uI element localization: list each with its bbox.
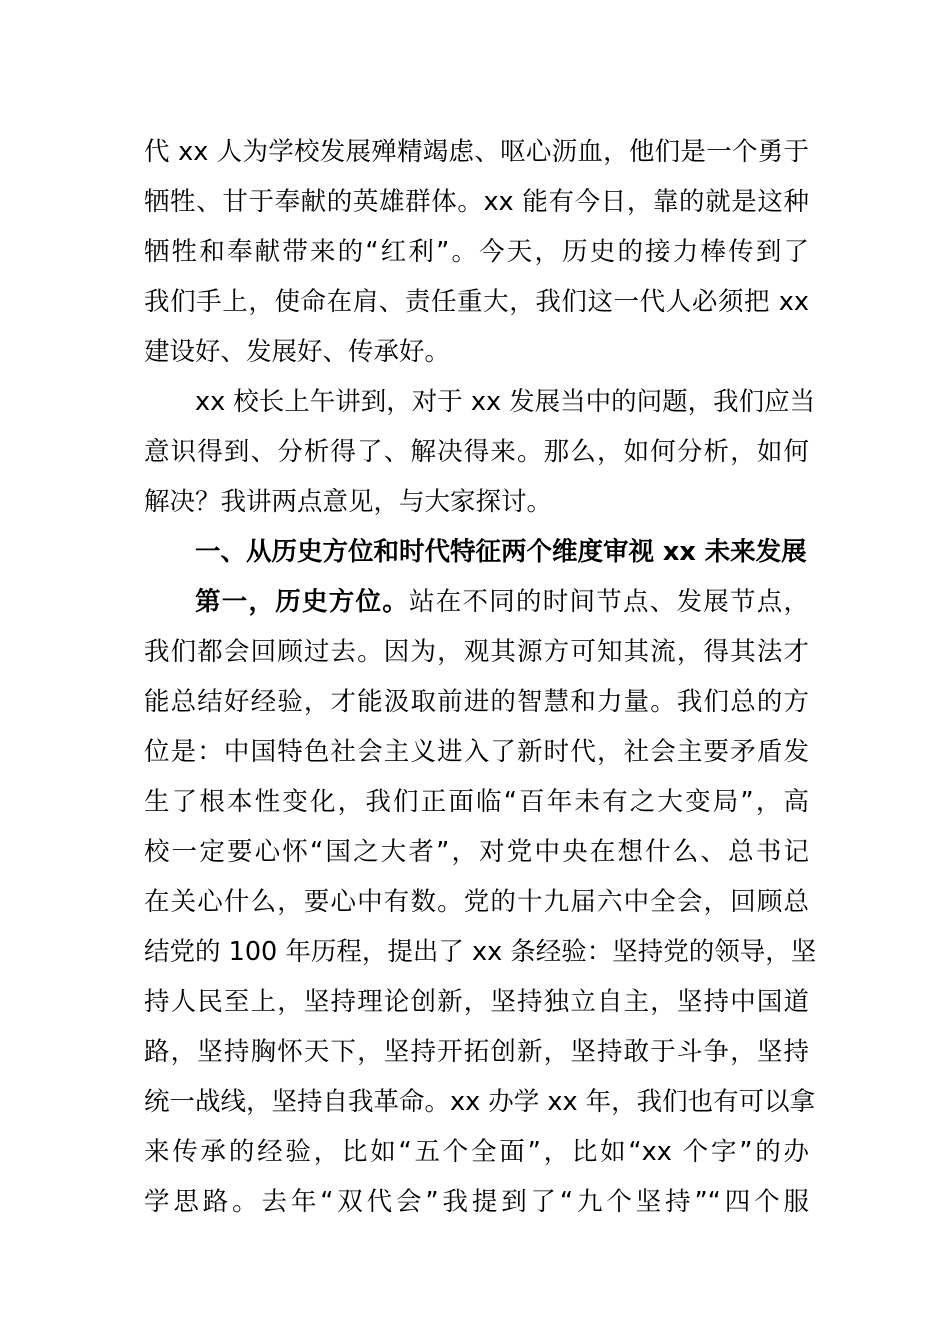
text-line: 持人民至上，坚持理论创新，坚持独立自主，坚持中国道 [144,987,809,1017]
text-line: 结党的 100 年历程，提出了 xx 条经验：坚持党的领导，坚 [144,937,817,967]
text-line: 代 xx 人为学校发展殚精竭虑、呕心沥血，他们是一个勇于 [144,137,809,167]
paragraph-2 [144,377,816,527]
text-line: 位是：中国特色社会主义进入了新时代，社会主要矛盾发 [144,737,809,767]
text-line: 能总结好经验，才能汲取前进的智慧和力量。我们总的方 [144,687,809,717]
text-line: 牺牲、甘于奉献的英雄群体。xx 能有今日，靠的就是这种 [144,187,809,217]
text-line: 解决？我讲两点意见，与大家探讨。 [144,487,553,517]
text-line: 生了根本性变化，我们正面临“百年未有之大变局”，高 [144,787,809,817]
text-line: 在关心什么，要心中有数。党的十九届六中全会，回顾总 [144,887,809,917]
text-line: 意识得到、分析得了、解决得来。那么，如何分析，如何 [144,437,809,467]
text-line: 牺牲和奉献带来的“红利”。今天，历史的接力棒传到了 [144,237,809,267]
text-line: 来传承的经验，比如“五个全面”，比如“xx 个字”的办 [144,1137,809,1167]
lead-bold-text: 第一，历史方位。 [195,587,409,617]
text-line: xx 校长上午讲到，对于 xx 发展当中的问题，我们应当 [195,387,816,417]
paragraph-1 [144,127,809,377]
lead-line-rest: 站在不同的时间节点、发展节点， [409,587,809,617]
text-line: 统一战线，坚持自我革命。xx 办学 xx 年，我们也有可以拿 [144,1087,816,1117]
text-line: 学思路。去年“双代会”我提到了“九个坚持”“四个服 [144,1187,809,1217]
text-line: 我们手上，使命在肩、责任重大，我们这一代人必须把 xx [144,287,809,317]
section-heading: 一、从历史方位和时代特征两个维度审视 xx 未来发展 [195,537,807,567]
document-body [144,127,817,1227]
text-line-with-lead [144,577,809,627]
paragraph-3 [144,577,817,1227]
text-line: 建设好、发展好、传承好。 [144,337,451,367]
text-line: 我们都会回顾过去。因为，观其源方可知其流，得其法才 [144,637,809,667]
text-line: 校一定要心怀“国之大者”，对党中央在想什么、总书记 [144,837,809,867]
text-line: 路，坚持胸怀天下，坚持开拓创新，坚持敢于斗争，坚持 [144,1037,809,1067]
